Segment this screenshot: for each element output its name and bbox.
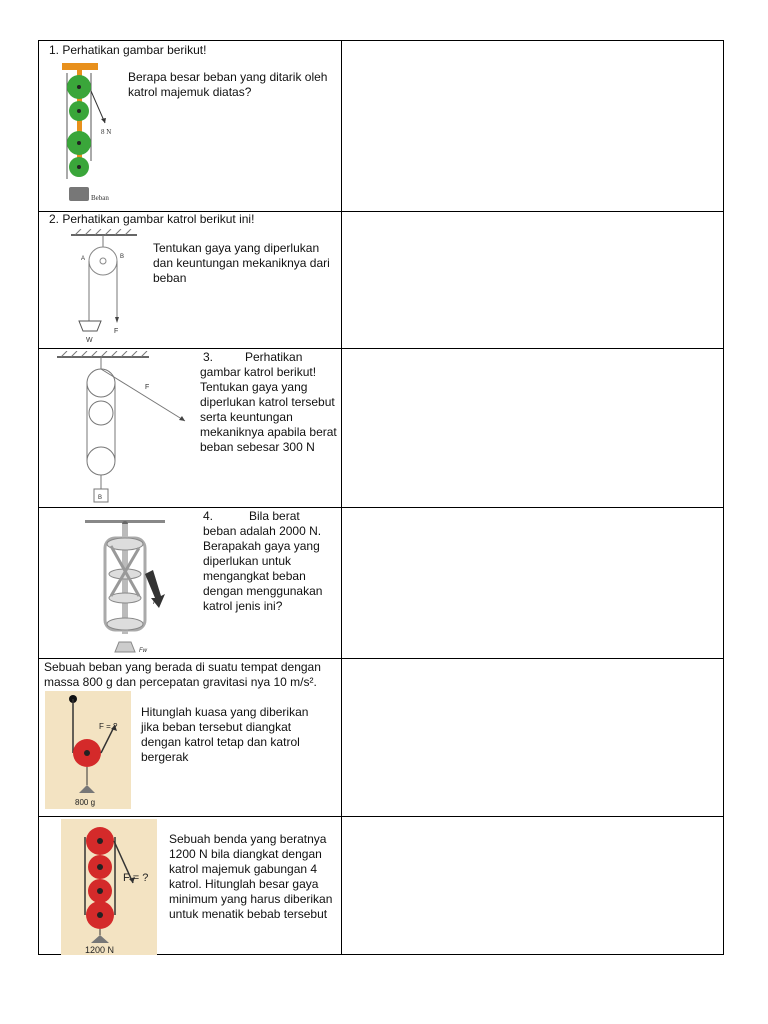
load-weight: [115, 642, 135, 652]
question-3-number: 3.: [203, 350, 214, 364]
question-1-text: Berapa besar beban yang ditarik oleh katrol majemuk diatas?: [128, 70, 328, 99]
question-row-6: [39, 817, 723, 956]
question-row-3: [39, 349, 723, 508]
red-pulley-figure: [45, 691, 131, 809]
pulley-system-figure: [53, 351, 193, 506]
answer-cell-2[interactable]: [342, 212, 723, 348]
label-f: F: [145, 384, 150, 391]
question-1-heading: 1. Perhatikan gambar berikut!: [49, 43, 207, 57]
question-row-4: [39, 508, 723, 659]
force-arrow: [115, 317, 119, 323]
label-f: F: [114, 328, 119, 335]
pulley-wheel: [87, 447, 115, 475]
question-cell-6: [39, 817, 341, 956]
top-beam: [62, 63, 98, 70]
question-3-text: gambar katrol berikut! Tentukan gaya yang diperlukan katrol tersebut serta keuntungan mekaniknya apabila berat beban sebesar 300 N: [200, 365, 337, 454]
question-3-first-line: Perhatikan: [245, 350, 303, 364]
mass-label: 800 g: [75, 798, 96, 807]
question-5-text: Hitunglah kuasa yang diberikan jika beban tersebut diangkat dengan katrol tetap dan katrol bergerak: [141, 705, 309, 764]
label-a: A: [81, 256, 86, 262]
answer-cell-6[interactable]: [342, 817, 723, 956]
exercise-table: [38, 40, 724, 955]
answer-cell-4[interactable]: [342, 508, 723, 658]
question-cell-2: [39, 212, 341, 348]
label-fw: Fw: [139, 648, 147, 654]
force-label: F = ?: [99, 722, 118, 731]
label-b: B: [98, 495, 103, 501]
force-label: 8 N: [101, 128, 112, 136]
question-4-number: 4.: [203, 509, 214, 523]
question-4-first-line: Bila berat: [249, 509, 300, 523]
load-weight: [79, 321, 101, 331]
question-cell-4: [39, 508, 341, 658]
fixed-pulley-figure: [69, 229, 149, 347]
question-2-text: Tentukan gaya yang diperlukan dan keuntungan mekaniknya dari beban: [153, 241, 330, 285]
question-cell-1: [39, 41, 341, 211]
label-w: W: [86, 337, 93, 344]
question-row-2: [39, 212, 723, 349]
label-f: F: [153, 599, 158, 606]
pulley-wheel: [89, 401, 113, 425]
force-arrow: [179, 416, 185, 421]
load-label: Beban: [91, 194, 109, 202]
answer-cell-3[interactable]: [342, 349, 723, 507]
force-label: F = ?: [123, 872, 149, 884]
pulley-wheel: [87, 369, 115, 397]
four-pulley-figure: [61, 819, 157, 955]
force-arrow: [91, 91, 105, 123]
question-row-5: [39, 659, 723, 817]
block-and-tackle-figure: [83, 512, 193, 658]
answer-cell-1[interactable]: [342, 41, 723, 211]
label-b: B: [120, 254, 125, 260]
question-cell-3: [39, 349, 341, 507]
question-5-intro: Sebuah beban yang berada di suatu tempat dengan massa 800 g dan percepatan gravitasi nya 10 m/s².: [44, 660, 321, 689]
question-cell-5: [39, 659, 341, 816]
question-row-1: [39, 41, 723, 212]
question-6-text: Sebuah benda yang beratnya 1200 N bila diangkat dengan katrol majemuk gabungan 4 katrol. Hitunglah besar gaya minimum yang harus diberikan untuk menatik bebab tersebut: [169, 832, 333, 921]
weight-label: 1200 N: [85, 945, 115, 955]
load-block: [69, 187, 89, 201]
compound-pulley-figure: [57, 61, 137, 203]
question-2-heading: 2. Perhatikan gambar katrol berikut ini!: [49, 212, 255, 226]
question-4-text: beban adalah 2000 N. Berapakah gaya yang diperlukan untuk mengangkat beban dengan menggunakan katrol jenis ini?: [203, 524, 323, 613]
answer-cell-5[interactable]: [342, 659, 723, 816]
force-rope: [101, 369, 185, 421]
